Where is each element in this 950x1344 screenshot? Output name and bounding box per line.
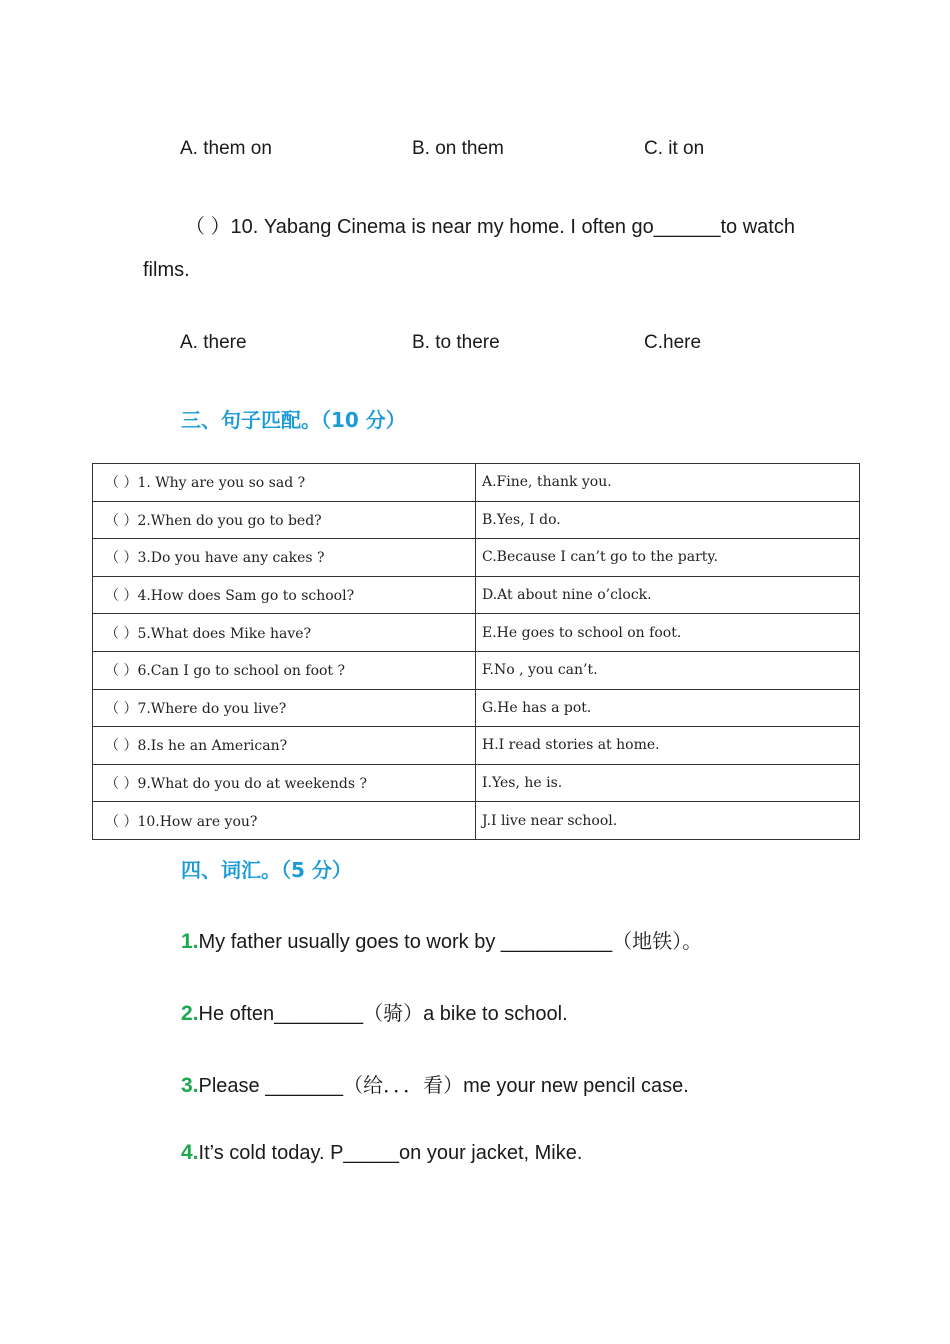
q9-option-b: B. on them <box>412 138 504 159</box>
match-question: （ ）9.What do you do at weekends ? <box>93 764 476 802</box>
table-row <box>93 501 860 539</box>
table-row <box>93 651 860 689</box>
vocab-item-4 <box>181 1141 582 1165</box>
vocab-item-2 <box>181 997 568 1026</box>
match-answer: I.Yes, he is. <box>476 764 860 802</box>
q9-option-a: A. them on <box>180 138 272 159</box>
match-question: （ ）4.How does Sam go to school? <box>93 576 476 614</box>
match-answer: C.Because I can’t go to the party. <box>476 539 860 577</box>
section3-title: 三、句子匹配。（10 分） <box>181 408 406 432</box>
table-row <box>93 614 860 652</box>
section4-title: 四、词汇。（5 分） <box>181 858 352 882</box>
q10-option-a: A. there <box>180 332 247 353</box>
match-answer: B.Yes, I do. <box>476 501 860 539</box>
match-question: （ ）7.Where do you live? <box>93 689 476 727</box>
matching-table <box>92 463 860 840</box>
match-answer: A.Fine, thank you. <box>476 464 860 502</box>
vocab-item-1 <box>181 925 702 954</box>
table-row <box>93 727 860 765</box>
table-row <box>93 539 860 577</box>
vocab-item-3 <box>181 1069 689 1098</box>
q9-option-c: C. it on <box>644 138 705 159</box>
vocab-text: It’s cold today. P_____on your jacket, Mike. <box>198 1142 583 1164</box>
match-question: （ ）3.Do you have any cakes ? <box>93 539 476 577</box>
q10-option-c: C.here <box>644 332 702 353</box>
vocab-number: 3. <box>181 1074 199 1097</box>
match-answer: J.I live near school. <box>476 802 860 840</box>
match-question: （ ）1. Why are you so sad ? <box>93 464 476 502</box>
match-question: （ ）6.Can I go to school on foot ? <box>93 651 476 689</box>
vocab-text: Please _______（给．．．看）me your new pencil case. <box>198 1075 689 1097</box>
vocab-text: My father usually goes to work by __________（地铁）。 <box>198 931 703 953</box>
table-row <box>93 764 860 802</box>
match-answer: G.He has a pot. <box>476 689 860 727</box>
q10-stem-line1: （ ）10. Yabang Cinema is near my home. I often go______to watch <box>185 216 795 238</box>
match-question: （ ）5.What does Mike have? <box>93 614 476 652</box>
vocab-number: 1. <box>181 930 199 953</box>
table-row <box>93 802 860 840</box>
match-question: （ ）10.How are you? <box>93 802 476 840</box>
match-answer: H.I read stories at home. <box>476 727 860 765</box>
table-row <box>93 689 860 727</box>
table-row <box>93 464 860 502</box>
vocab-number: 2. <box>181 1002 199 1025</box>
vocab-text: He often________（骑）a bike to school. <box>198 1003 568 1025</box>
match-question: （ ）2.When do you go to bed? <box>93 501 476 539</box>
match-answer: E.He goes to school on foot. <box>476 614 860 652</box>
q10-option-b: B. to there <box>412 332 500 353</box>
match-answer: F.No , you can’t. <box>476 651 860 689</box>
vocab-number: 4. <box>181 1141 199 1164</box>
match-question: （ ）8.Is he an American? <box>93 727 476 765</box>
table-row <box>93 576 860 614</box>
match-answer: D.At about nine o’clock. <box>476 576 860 614</box>
q10-stem-line2: films. <box>143 259 190 281</box>
